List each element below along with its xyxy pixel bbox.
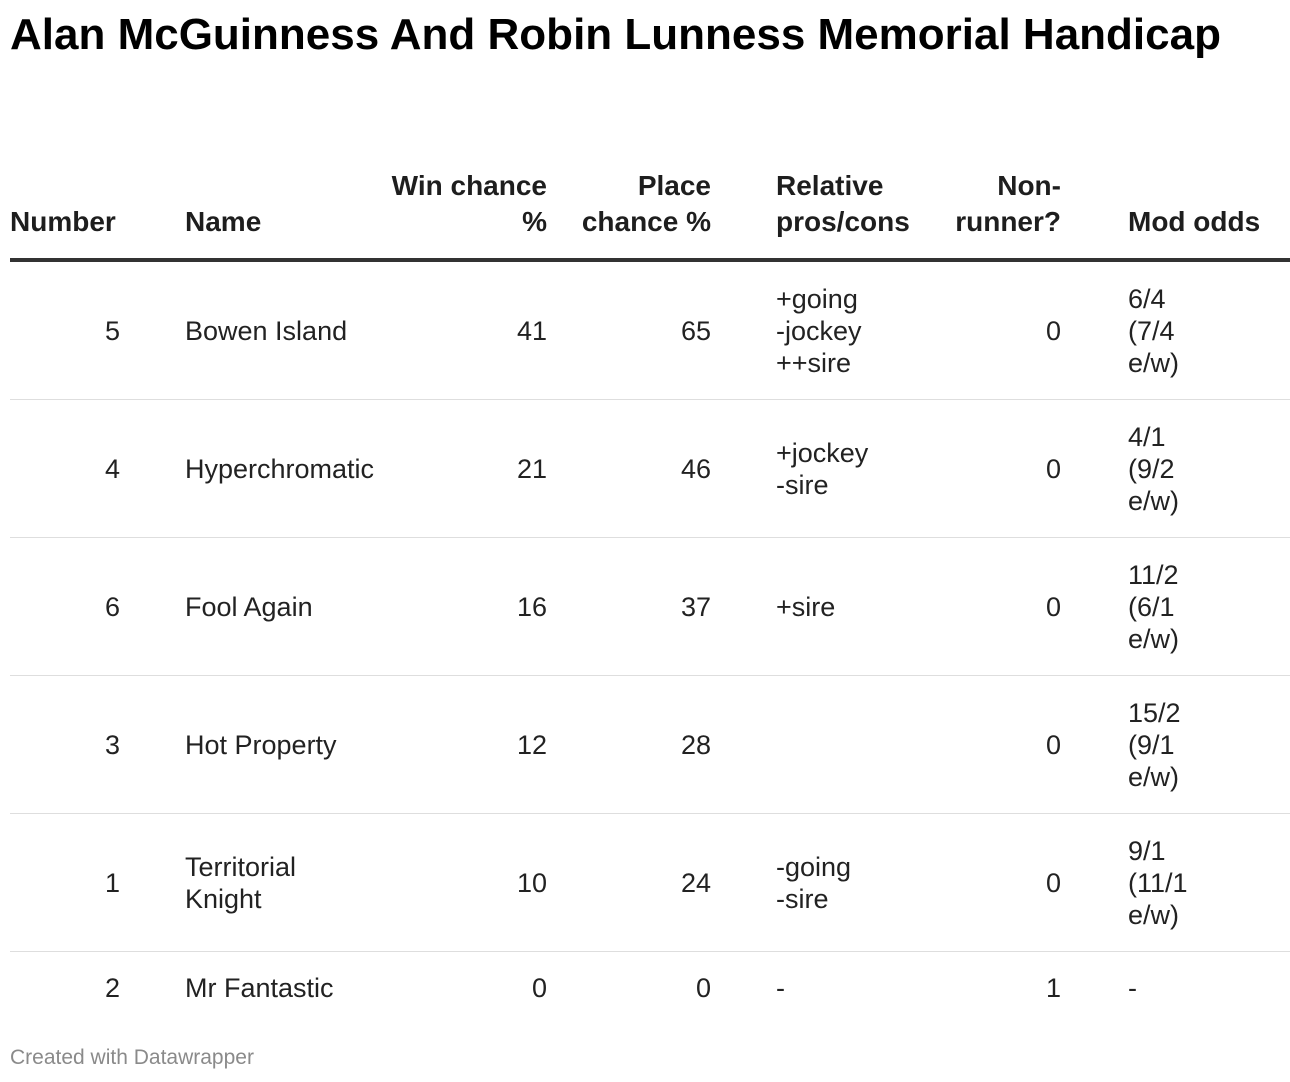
cell-number: 3 xyxy=(10,676,130,814)
table-header-row xyxy=(10,110,1290,260)
cell-place-chance: 65 xyxy=(547,260,711,400)
cell-name: Hyperchromatic xyxy=(130,400,375,538)
cell-win-chance: 10 xyxy=(375,814,547,952)
cell-odds: 4/1 (9/2 e/w) xyxy=(1084,400,1290,538)
table-container xyxy=(10,110,1261,1010)
cell-odds: - xyxy=(1128,973,1137,1003)
header-non-runner[interactable]: Non-runner? xyxy=(911,110,1084,260)
cell-relative xyxy=(711,676,911,814)
cell-number: 6 xyxy=(10,538,130,676)
cell-name: Fool Again xyxy=(130,538,375,676)
cell-odds: 6/4 (7/4 e/w) xyxy=(1084,260,1290,400)
table-row xyxy=(10,538,1290,676)
cell-odds: 15/2 (9/1 e/w) xyxy=(1084,676,1290,814)
cell-relative: - xyxy=(776,973,785,1003)
cell-name: Bowen Island xyxy=(130,260,375,400)
header-odds[interactable]: Mod odds xyxy=(1084,110,1290,260)
table-row xyxy=(10,260,1290,400)
cell-win-chance: 41 xyxy=(375,260,547,400)
cell-non-runner: 1 xyxy=(1045,973,1061,1003)
cell-number: 5 xyxy=(10,260,130,400)
cell-number: 2 xyxy=(104,973,120,1003)
header-number[interactable]: Number xyxy=(10,110,130,260)
cell-relative: -going -sire xyxy=(711,814,911,952)
cell-non-runner: 0 xyxy=(911,814,1084,952)
cell-relative: +sire xyxy=(711,538,911,676)
cell-relative: +going -jockey ++sire xyxy=(711,260,911,400)
header-place-chance[interactable]: Place chance % xyxy=(547,110,711,260)
cell-place-chance: 24 xyxy=(547,814,711,952)
table-row xyxy=(10,676,1290,814)
table-row xyxy=(10,952,1290,1025)
cell-name: Hot Property xyxy=(130,676,375,814)
cell-non-runner: 0 xyxy=(911,676,1084,814)
race-table xyxy=(10,110,1290,1024)
cell-win-chance: 16 xyxy=(375,538,547,676)
datawrapper-credit[interactable]: Created with Datawrapper xyxy=(10,1046,254,1069)
cell-place-chance: 46 xyxy=(547,400,711,538)
cell-non-runner: 0 xyxy=(911,260,1084,400)
cell-name: Territorial Knight xyxy=(130,814,375,952)
table-row xyxy=(10,400,1290,538)
cell-non-runner: 0 xyxy=(911,538,1084,676)
cell-place-chance: 28 xyxy=(547,676,711,814)
cell-relative: +jockey -sire xyxy=(711,400,911,538)
table-row xyxy=(10,814,1290,952)
cell-number: 1 xyxy=(10,814,130,952)
header-win-chance[interactable]: Win chance % xyxy=(375,110,547,260)
chart-title: Alan McGuinness And Robin Lunness Memorial Handicap xyxy=(10,10,1221,59)
cell-win-chance: 0 xyxy=(531,973,547,1003)
cell-win-chance: 21 xyxy=(375,400,547,538)
header-relative[interactable]: Relative pros/cons xyxy=(711,110,911,260)
cell-place-chance: 0 xyxy=(695,973,711,1003)
cell-non-runner: 0 xyxy=(911,400,1084,538)
header-name[interactable]: Name xyxy=(130,110,375,260)
cell-win-chance: 12 xyxy=(375,676,547,814)
cell-number: 4 xyxy=(10,400,130,538)
cell-odds: 11/2 (6/1 e/w) xyxy=(1084,538,1290,676)
cell-name: Mr Fantastic xyxy=(185,973,334,1003)
cell-place-chance: 37 xyxy=(547,538,711,676)
cell-odds: 9/1 (11/1 e/w) xyxy=(1084,814,1290,952)
